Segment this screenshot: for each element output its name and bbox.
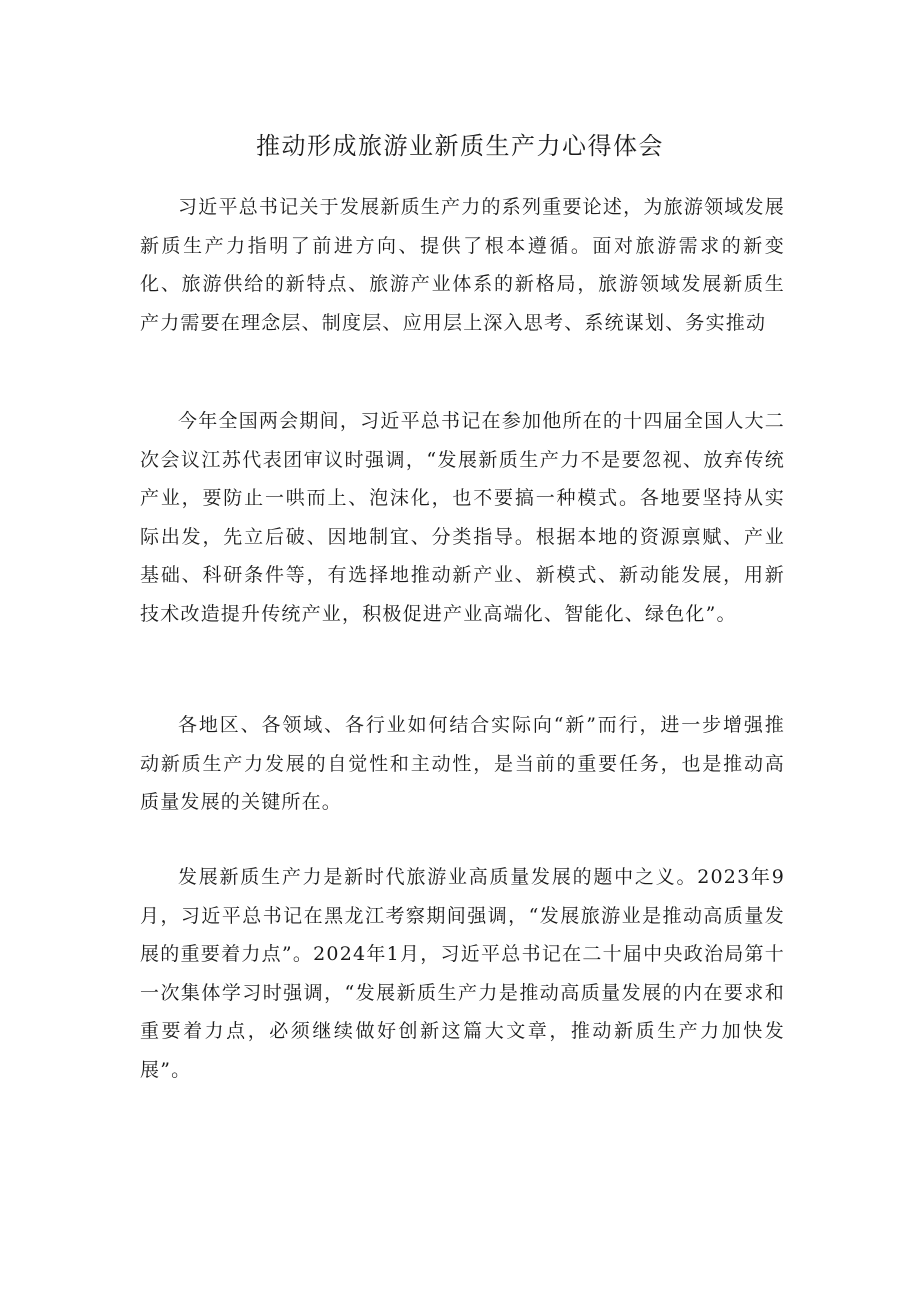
- document-title: 推动形成旅游业新质生产力心得体会: [256, 132, 664, 160]
- paragraph-2: 今年全国两会期间，习近平总书记在参加他所在的十四届全国人大二次会议江苏代表团审议时强调，“发展新质生产力不是要忽视、放弃传统产业，要防止一哄而上、泡沫化，也不要搞一种模式。各地要坚持从实际出发，先立后破、因地制宜、分类指导。根据本地的资源禀赋、产业基础、科研条件等，有选择地推动新产业、新模式、新动能发展，用新技术改造提升传统产业，积极促进产业高端化、智能化、绿色化”。: [140, 410, 785, 625]
- paragraph-4: 发展新质生产力是新时代旅游业高质量发展的题中之义。2023年9月，习近平总书记在黑龙江考察期间强调，“发展旅游业是推动高质量发展的重要着力点”。2024年1月，习近平总书记在二十届中央政治局第十一次集体学习时强调，“发展新质生产力是推动高质量发展的内在要求和重要着力点，必须继续做好创新这篇大文章，推动新质生产力加快发展”。: [140, 866, 785, 1081]
- paragraph-3: 各地区、各领域、各行业如何结合实际向“新”而行，进一步增强推动新质生产力发展的自觉性和主动性，是当前的重要任务，也是推动高质量发展的关键所在。: [140, 714, 785, 813]
- paragraph-1: 习近平总书记关于发展新质生产力的系列重要论述，为旅游领域发展新质生产力指明了前进方向、提供了根本遵循。面对旅游需求的新变化、旅游供给的新特点、旅游产业体系的新格局，旅游领域发展新质生产力需要在理念层、制度层、应用层上深入思考、系统谋划、务实推动: [140, 196, 785, 334]
